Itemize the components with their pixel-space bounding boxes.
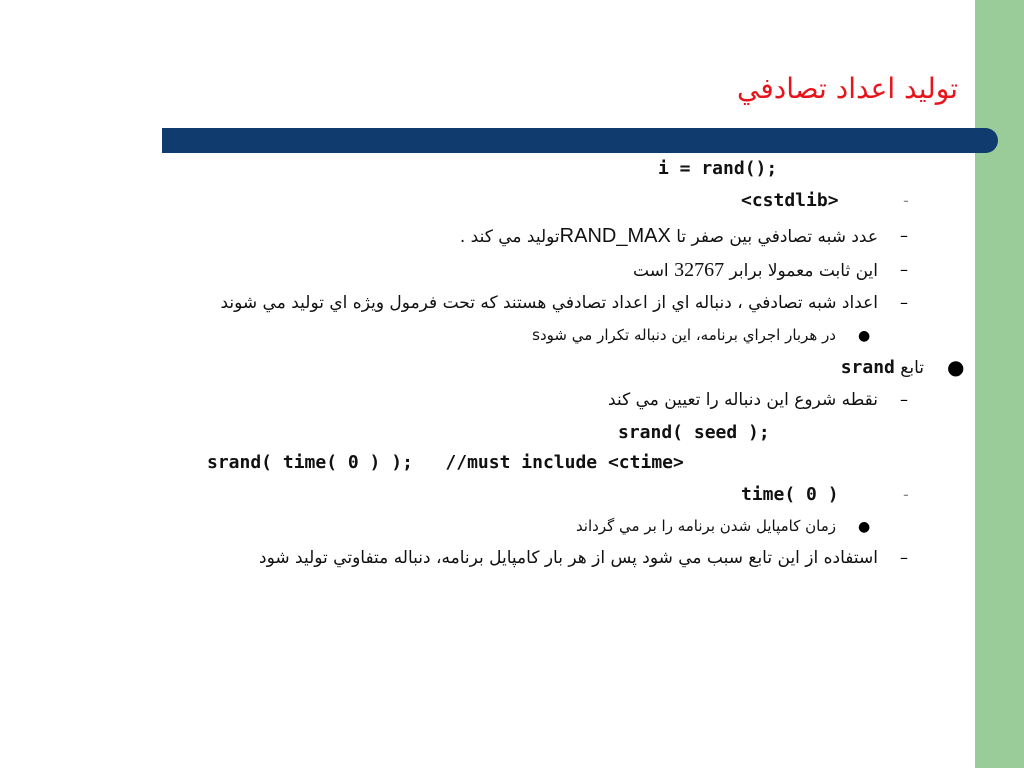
srand-label: تابع	[900, 358, 924, 378]
bullet-marker: ●	[858, 328, 871, 344]
gray-dash-marker: -	[903, 485, 909, 504]
const-desc-2: است	[633, 261, 669, 281]
dash-marker: –	[900, 293, 908, 312]
code-srand-seed-line: srand( seed );	[618, 422, 770, 443]
title-underline-bar	[162, 128, 998, 153]
dash-marker: –	[900, 548, 908, 567]
code-srand-time-line: srand( time( 0 ) ); //must include <ctime>	[207, 452, 684, 473]
time-zero-line: time( 0 )	[741, 484, 839, 505]
code-rand-line: i = rand();	[658, 158, 778, 179]
bullet-marker: ●	[858, 519, 871, 535]
rand-max-token: RAND_MAX	[559, 225, 671, 247]
dash-marker: –	[900, 390, 908, 409]
rand-max-desc-2: توليد مي كند .	[459, 227, 560, 247]
usage-desc-line: استفاده از اين تابع سبب مي شود پس از هر بار كامپايل برنامه، دنباله متفاوتي توليد شود	[259, 548, 878, 568]
dash-marker: –	[900, 226, 908, 245]
rand-max-line	[460, 225, 878, 248]
right-decorative-strip	[975, 0, 1024, 768]
rand-max-desc-1: عدد شبه تصادفي بين صفر تا	[676, 227, 878, 247]
bullet-marker: ●	[947, 355, 965, 379]
const-line	[633, 259, 878, 282]
dash-marker: –	[900, 260, 908, 279]
compile-time-desc-line: زمان كامپايل شدن برنامه را بر مي گرداند	[575, 517, 836, 535]
const-desc-1: اين ثابت معمولا برابر	[729, 261, 878, 281]
repeat-desc-line: در هربار اجراي برنامه، اين دنباله تكرار مي شودs	[532, 326, 836, 344]
slide-title: توليد اعداد تصادفي	[737, 72, 958, 105]
seed-desc-line: نقطه شروع اين دنباله را تعيين مي كند	[608, 390, 878, 410]
srand-line	[841, 357, 924, 379]
cstdlib-line: <cstdlib>	[741, 190, 839, 211]
const-value: 32767	[674, 259, 725, 281]
srand-name: srand	[840, 357, 895, 378]
pseudo-desc-line: اعداد شبه تصادفي ، دنباله اي از اعداد تصادفي هستند كه تحت فرمول ويژه اي توليد مي شوند	[220, 293, 878, 313]
gray-dash-marker: -	[903, 191, 909, 210]
